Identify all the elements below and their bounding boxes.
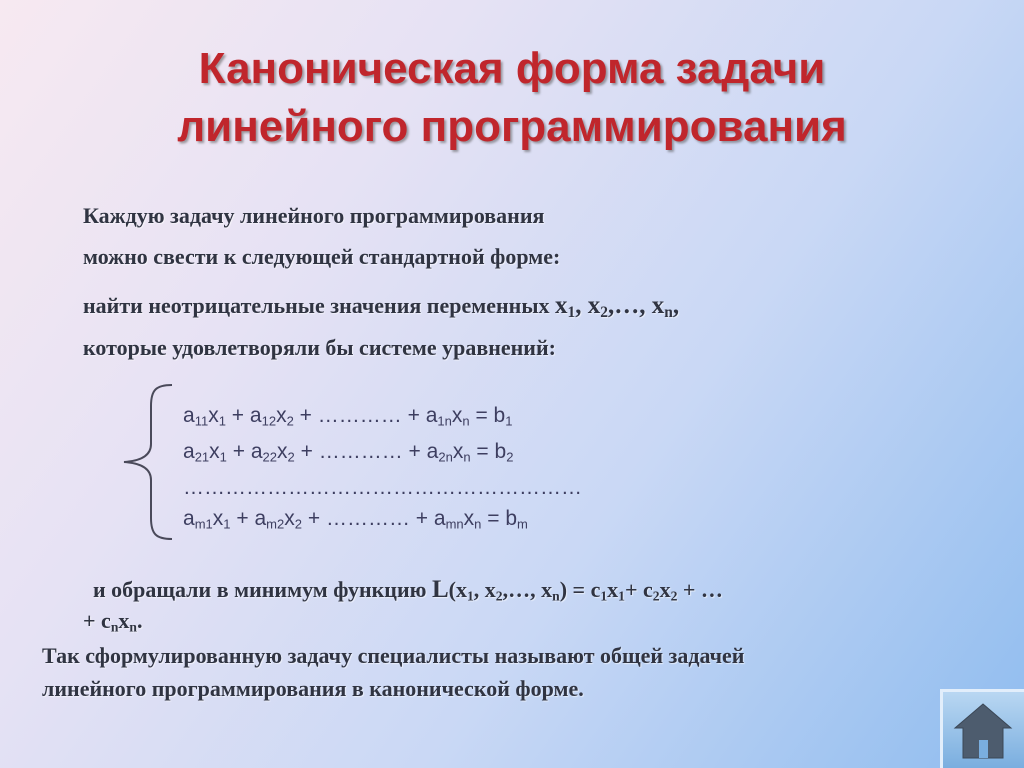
equation-row-m: $a_{m1}x_1 + a_{m2}x_2$ + ………… + $a_{mn}x_n = b_m$ (183, 507, 528, 532)
intro-line-3-text: найти неотрицательные значения переменных (83, 293, 556, 318)
var-x1: $x_1$ (555, 292, 576, 321)
equation-row-dots: ………………………………………………… (183, 476, 582, 499)
left-brace-icon (118, 382, 178, 542)
equation-row-1: $a_{11}x_1 + a_{12}x_2$ + ………… + $a_{1n}x_n = b_1$ (183, 404, 513, 429)
objective-line-1: и обращали в минимум функцию $L(x_1$, $x_2,\dots$, $x_n) = c_1x_1+ c_2x_2$ + … (93, 576, 723, 604)
title-line-2: линейного программирования (177, 102, 847, 151)
objective-line-2: + $c_nx_n$. (83, 608, 143, 635)
intro-line-1: Каждую задачу линейного программирования (83, 203, 545, 228)
var-xn: $x_n$ (651, 292, 673, 321)
intro-line-2: можно свести к следующей стандартной форме: (83, 244, 561, 269)
conclusion-line-2: линейного программирования в канонической форме. (42, 676, 584, 701)
intro-line-3: найти неотрицательные значения переменных $x_1$, $x_2,\dots$, $x_n$, (83, 292, 680, 321)
home-button[interactable] (940, 689, 1024, 768)
var-x2: $x_2$ (587, 292, 609, 321)
conclusion-line-1: Так сформулированную задачу специалисты называют общей задачей (42, 643, 745, 668)
home-icon (951, 700, 1015, 762)
slide-title (0, 40, 1024, 156)
title-line-1: Каноническая форма задачи (198, 44, 826, 93)
equation-row-2: $a_{21}x_1 + a_{22}x_2$ + ………… + $a_{2n}x_n = b_2$ (183, 440, 514, 465)
intro-line-4: которые удовлетворяли бы системе уравнений: (83, 335, 556, 360)
